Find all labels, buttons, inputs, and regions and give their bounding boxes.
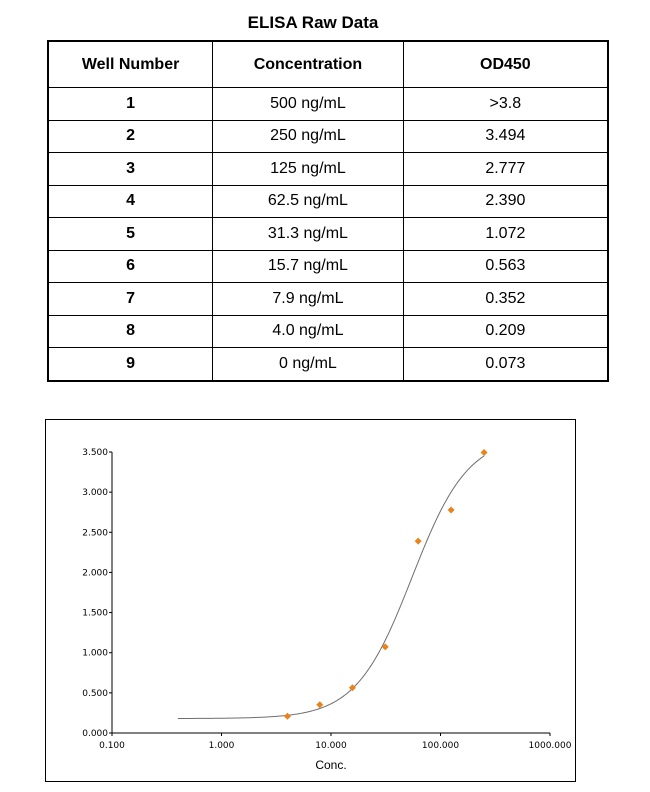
header-od450: OD450 bbox=[403, 41, 608, 88]
x-axis-title: Conc. bbox=[315, 758, 347, 772]
x-tick-label: 0.100 bbox=[99, 741, 125, 751]
od450-cell: 0.563 bbox=[403, 250, 608, 283]
concentration-cell: 15.7 ng/mL bbox=[213, 250, 404, 283]
well-number-cell: 8 bbox=[48, 315, 213, 348]
table-row bbox=[48, 153, 608, 186]
od450-cell: 0.352 bbox=[403, 283, 608, 316]
concentration-cell: 0 ng/mL bbox=[213, 348, 404, 381]
table-row bbox=[48, 348, 608, 381]
header-concentration: Concentration bbox=[213, 41, 404, 88]
table-row bbox=[48, 120, 608, 153]
concentration-cell: 62.5 ng/mL bbox=[213, 185, 404, 218]
data-points-layer bbox=[284, 449, 488, 720]
od450-cell: 0.209 bbox=[403, 315, 608, 348]
y-tick-label: 2.000 bbox=[82, 568, 108, 579]
od450-cell: 2.777 bbox=[403, 153, 608, 186]
chart-frame bbox=[45, 419, 576, 782]
well-number-cell: 3 bbox=[48, 153, 213, 186]
x-tick-label: 10.000 bbox=[315, 741, 347, 751]
well-number-cell: 7 bbox=[48, 283, 213, 316]
data-point bbox=[481, 449, 488, 456]
well-number-cell: 1 bbox=[48, 88, 213, 121]
y-tick-label: 0.000 bbox=[82, 729, 108, 739]
concentration-cell: 7.9 ng/mL bbox=[213, 283, 404, 316]
data-point bbox=[448, 507, 455, 514]
table-row bbox=[48, 250, 608, 283]
well-number-cell: 2 bbox=[48, 120, 213, 153]
od450-cell: >3.8 bbox=[403, 88, 608, 121]
data-point bbox=[415, 538, 422, 545]
concentration-cell: 125 ng/mL bbox=[213, 153, 404, 186]
concentration-cell: 500 ng/mL bbox=[213, 88, 404, 121]
elisa-data-table bbox=[47, 40, 609, 382]
data-point bbox=[284, 713, 291, 720]
table-row bbox=[48, 88, 608, 121]
table-row bbox=[48, 218, 608, 251]
concentration-cell: 250 ng/mL bbox=[213, 120, 404, 153]
table-title: ELISA Raw Data bbox=[247, 13, 379, 32]
y-tick-label: 3.000 bbox=[82, 488, 108, 499]
well-number-cell: 6 bbox=[48, 250, 213, 283]
od450-cell: 2.390 bbox=[403, 185, 608, 218]
x-tick-label: 1000.000 bbox=[528, 741, 572, 751]
table-row bbox=[48, 283, 608, 316]
well-number-cell: 5 bbox=[48, 218, 213, 251]
well-number-cell: 4 bbox=[48, 185, 213, 218]
y-tick-label: 1.500 bbox=[82, 608, 108, 619]
y-tick-label: 0.500 bbox=[82, 688, 108, 699]
concentration-cell: 4.0 ng/mL bbox=[213, 315, 404, 348]
table-row bbox=[48, 315, 608, 348]
fit-curve bbox=[178, 456, 484, 719]
standard-curve-chart bbox=[46, 420, 577, 783]
table-header-row bbox=[48, 41, 608, 88]
y-tick-label: 1.000 bbox=[82, 648, 108, 659]
table-row bbox=[48, 185, 608, 218]
concentration-cell: 31.3 ng/mL bbox=[213, 218, 404, 251]
od450-cell: 3.494 bbox=[403, 120, 608, 153]
fit-curve-layer bbox=[178, 456, 484, 719]
well-number-cell: 9 bbox=[48, 348, 213, 381]
header-well-number: Well Number bbox=[48, 41, 213, 88]
od450-cell: 0.073 bbox=[403, 348, 608, 381]
y-tick-label: 2.500 bbox=[82, 528, 108, 539]
x-tick-label: 100.000 bbox=[421, 741, 460, 751]
od450-cell: 1.072 bbox=[403, 218, 608, 251]
y-tick-label: 3.500 bbox=[82, 448, 108, 458]
x-tick-label: 1.000 bbox=[208, 741, 235, 751]
